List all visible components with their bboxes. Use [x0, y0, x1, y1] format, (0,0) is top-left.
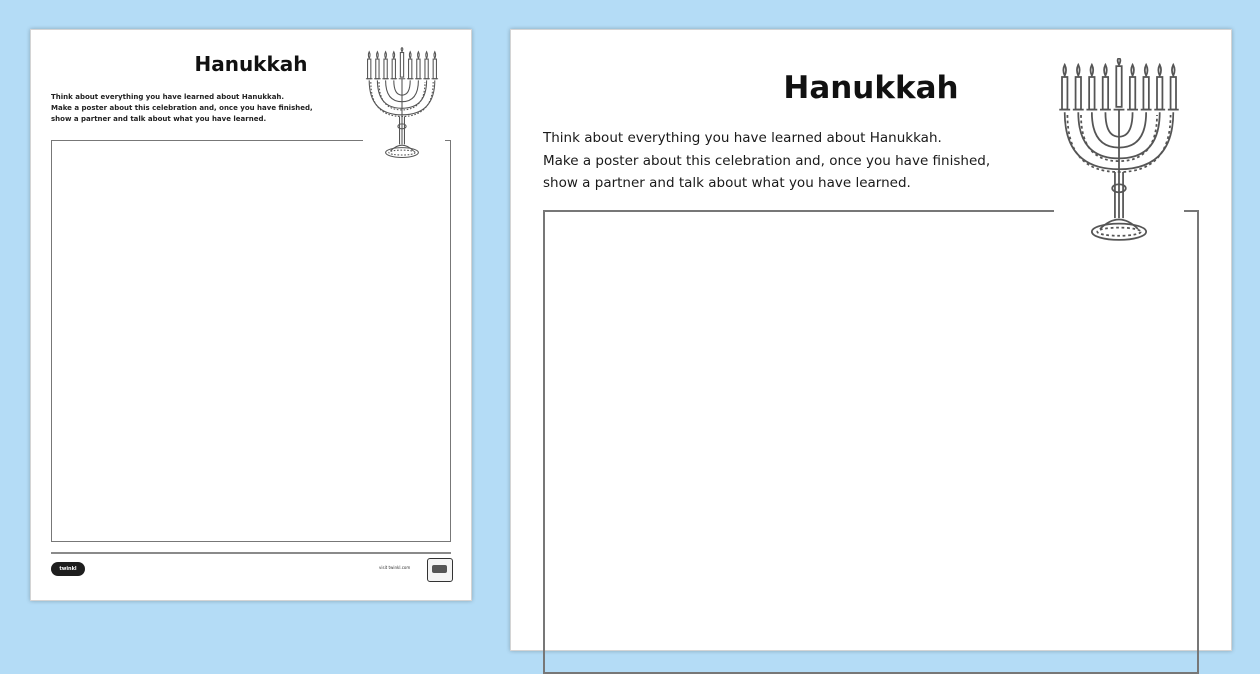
footer-text: visit twinkl.com — [379, 565, 411, 570]
instructions — [51, 92, 313, 125]
instruction-line: show a partner and talk about what you have learned. — [51, 115, 267, 123]
menorah-icon — [1051, 58, 1187, 248]
poster-drawing-area — [51, 140, 451, 542]
footer-badge-icon — [427, 558, 453, 582]
page-title: Hanukkah — [783, 70, 959, 106]
instruction-line: Think about everything you have learned about Hanukkah. — [543, 130, 942, 146]
instructions — [543, 127, 990, 195]
worksheet-thumbnail[interactable] — [30, 29, 472, 601]
instruction-line: Make a poster about this celebration and, once you have finished, — [51, 104, 313, 112]
poster-drawing-area — [543, 210, 1199, 674]
menorah-icon — [361, 46, 443, 164]
worksheet-preview[interactable] — [510, 29, 1232, 651]
footer-divider — [51, 552, 451, 554]
instruction-line: Make a poster about this celebration and, once you have finished, — [543, 152, 991, 169]
instruction-line: show a partner and talk about what you have learned. — [543, 175, 911, 191]
instruction-line: Think about everything you have learned about Hanukkah. — [51, 93, 285, 101]
twinkl-logo: twinkl — [51, 562, 85, 576]
page-title: Hanukkah — [194, 52, 308, 76]
